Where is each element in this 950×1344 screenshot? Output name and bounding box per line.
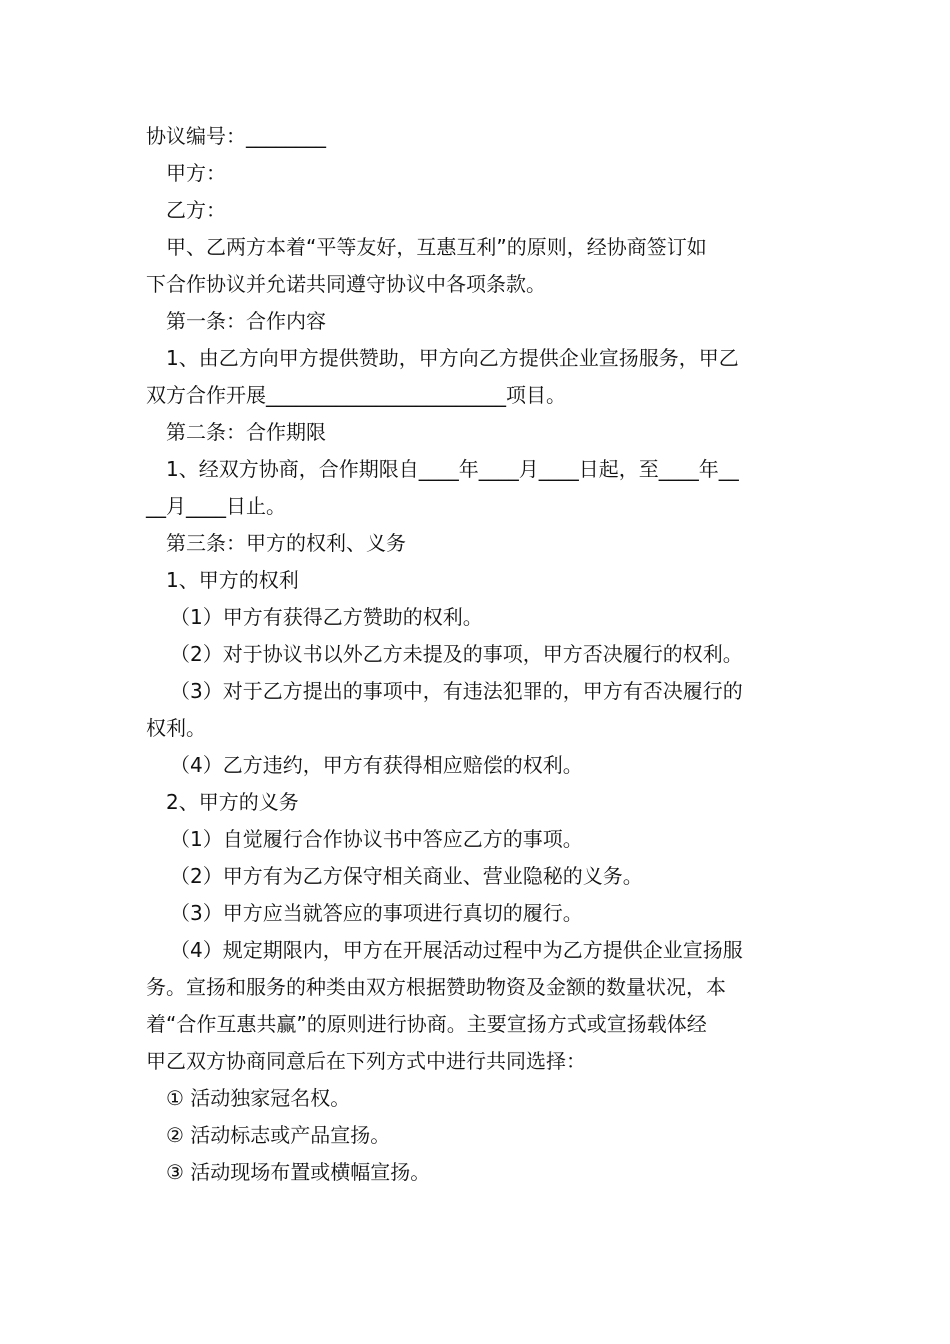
article-2-item-1-line-2: __月____日止。 — [146, 494, 286, 518]
article-1-heading: 第一条：合作内容 — [166, 309, 326, 333]
party-a: 甲方： — [166, 161, 226, 185]
obligations-item-2: （2）甲方有为乙方保守相关商业、营业隐秘的义务。 — [170, 864, 643, 888]
rights-item-2: （2）对于协议书以外乙方未提及的事项，甲方否决履行的权利。 — [170, 642, 743, 666]
option-3: ③ 活动现场布置或横幅宣扬。 — [166, 1160, 431, 1184]
option-2: ② 活动标志或产品宣扬。 — [166, 1123, 391, 1147]
obligations-item-1: （1）自觉履行合作协议书中答应乙方的事项。 — [170, 827, 583, 851]
obligations-item-3: （3）甲方应当就答应的事项进行真切的履行。 — [170, 901, 583, 925]
obligations-item-4-line-1: （4）规定期限内，甲方在开展活动过程中为乙方提供企业宣扬服 — [170, 938, 743, 962]
article-2-item-1-line-1: 1、经双方协商，合作期限自____年____月____日起，至____年__ — [166, 457, 739, 481]
document-body — [146, 118, 808, 1191]
party-b: 乙方： — [166, 198, 226, 222]
article-2-heading: 第二条：合作期限 — [166, 420, 326, 444]
rights-item-3-line-1: （3）对于乙方提出的事项中，有违法犯罪的，甲方有否决履行的 — [170, 679, 743, 703]
agreement-number: 协议编号：________ — [146, 124, 326, 148]
article-1-item-1-line-2: 双方合作开展________________________项目。 — [146, 383, 566, 407]
article-3-heading: 第三条：甲方的权利、义务 — [166, 531, 406, 555]
obligations-item-4-line-3: 着“合作互惠共赢”的原则进行协商。主要宣扬方式或宣扬载体经 — [146, 1012, 707, 1036]
obligations-item-4-line-2: 务。宣扬和服务的种类由双方根据赞助物资及金额的数量状况，本 — [146, 975, 726, 999]
preamble-line-2: 下合作协议并允诺共同遵守协议中各项条款。 — [146, 272, 546, 296]
party-a-rights-heading: 1、甲方的权利 — [166, 568, 299, 592]
rights-item-1: （1）甲方有获得乙方赞助的权利。 — [170, 605, 483, 629]
obligations-item-4-line-4: 甲乙双方协商同意后在下列方式中进行共同选择： — [146, 1049, 586, 1073]
option-1: ① 活动独家冠名权。 — [166, 1086, 351, 1110]
rights-item-3-line-2: 权利。 — [146, 716, 206, 740]
preamble-line-1: 甲、乙两方本着“平等友好，互惠互利”的原则，经协商签订如 — [166, 235, 707, 259]
article-1-item-1-line-1: 1、由乙方向甲方提供赞助，甲方向乙方提供企业宣扬服务，甲乙 — [166, 346, 739, 370]
rights-item-4: （4）乙方违约，甲方有获得相应赔偿的权利。 — [170, 753, 583, 777]
party-a-obligations-heading: 2、甲方的义务 — [166, 790, 299, 814]
